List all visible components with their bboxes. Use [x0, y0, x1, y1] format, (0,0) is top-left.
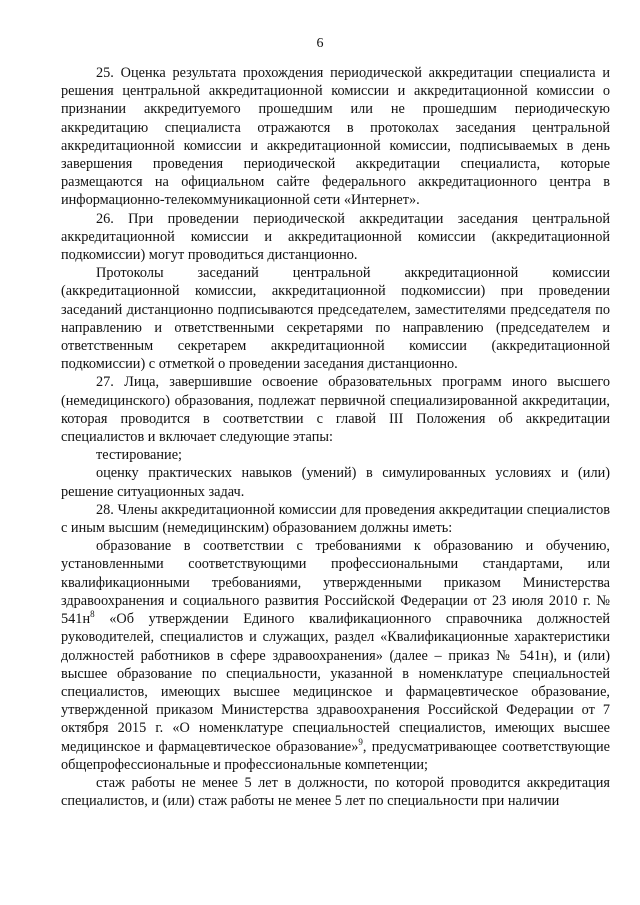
paragraph-28-education	[61, 537, 610, 774]
paragraph-28-education-part1: образование в соответствии с требованиями к образованию и обучению, установленными соответствующими профессиональными стандартами, или квалификационными требованиями, утвержденными приказом Министерства здравоохранения и социального развития Российской Федерации от 23 июля 2010 г. № 541н	[61, 538, 610, 628]
paragraph-27-practical: оценку практических навыков (умений) в симулированных условиях и (или) решение ситуационных задач.	[61, 465, 610, 500]
paragraph-26-protocols: Протоколы заседаний центральной аккредитационной комиссии (аккредитационной комиссии, аккредитационной подкомиссии) при проведении заседаний дистанционно подписываются председателем, заместителями председателя по направлению и ответственными секретарями по направлению (председателем и ответственным секретарем аккредитационной комиссии (аккредитационной подкомиссии) с отметкой о проведении заседания дистанционно.	[61, 265, 610, 373]
paragraph-28: 28. Члены аккредитационной комиссии для проведения аккредитации специалистов с иным высшим (немедицинским) образованием должны иметь:	[61, 501, 610, 537]
paragraph-27-testing: тестирование;	[96, 447, 183, 464]
page-number: 6	[316, 36, 324, 51]
paragraph-27: 27. Лица, завершившие освоение образовательных программ иного высшего (немедицинского) образования, подлежат первичной специализированной аккредитации, которая проводится в соответствии с главой III Положения об аккредитации специалистов и включает следующие этапы:	[61, 374, 610, 446]
paragraph-26: 26. При проведении периодической аккредитации заседания центральной аккредитационной комиссии и аккредитационной комиссии (аккредитационной подкомиссии) могут проводиться дистанционно.	[61, 210, 610, 264]
paragraph-28-education-part2: «Об утверждении Единого квалификационного справочника должностей руководителей, специалистов и служащих, раздел «Квалификационные характеристики должностей работников в сфере здравоохранения» (далее – приказ № 541н), и (или) высшее образование по специальности, указанной в номенклатуре специальностей специалистов, имеющих высшее медицинское и фармацевтическое образование, утвержденной приказом Министерства здравоохранения Российской Федерации от 7 октября 2015 г. «О номенклатуре специальностей специалистов, имеющих высшее медицинское и фармацевтическое образование»	[61, 611, 610, 755]
paragraph-25: 25. Оценка результата прохождения периодической аккредитации специалиста и решения центральной аккредитационной комиссии и аккредитационной комиссии о признании аккредитуемого прошедшим или не прошедшим периодическую аккредитацию специалиста отражаются в протоколах заседания центральной аккредитационной комиссии и аккредитационной комиссии, подписываемых в день завершения проведения периодической аккредитации специалиста, которые размещаются на официальном сайте федерального аккредитационного центра в информационно-телекоммуникационной сети «Интернет».	[61, 65, 610, 209]
paragraph-28-experience: стаж работы не менее 5 лет в должности, по которой проводится аккредитация специалистов, и (или) стаж работы не менее 5 лет по специальности при наличии	[61, 774, 610, 810]
paragraph-28-education-part3: , предусматривающее соответствующие общепрофессиональные и профессиональные компетенции;	[61, 738, 611, 773]
document-body	[61, 64, 610, 810]
footnote-ref-9: 9	[358, 736, 363, 747]
footnote-ref-8: 8	[90, 609, 95, 620]
